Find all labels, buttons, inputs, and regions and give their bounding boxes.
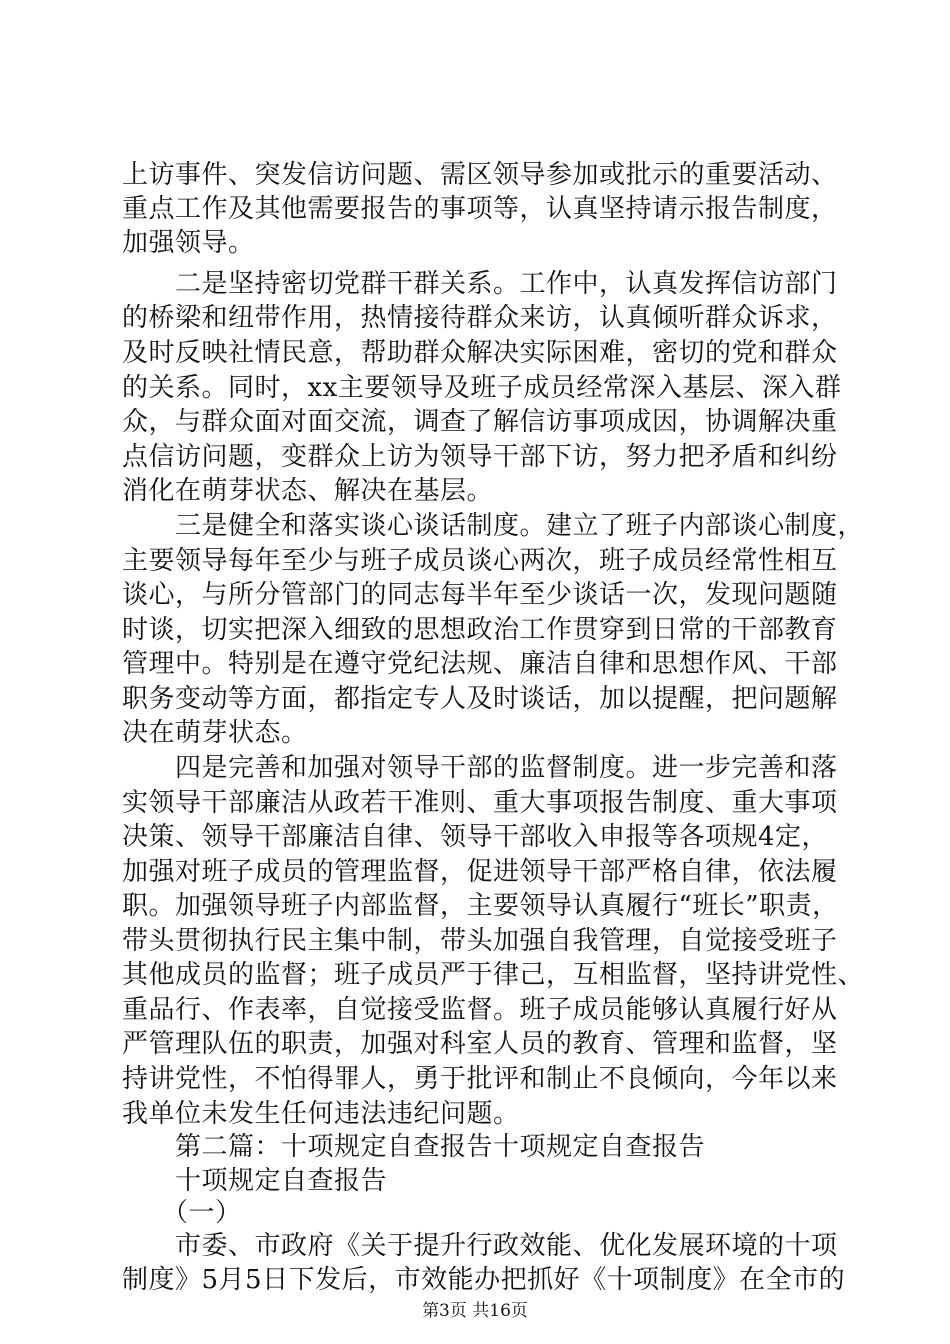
text-line: 消化在萌芽状态、解决在基层。 — [122, 476, 494, 506]
section-number: （一） — [122, 1198, 242, 1228]
section-subheading: 十项规定自查报告 — [122, 1166, 388, 1196]
text-line: 及时反映社情民意，帮助群众解决实际困难，密切的党和群众 — [122, 338, 838, 368]
text-line: 上访事件、突发信访问题、需区领导参加或批示的重要活动、 — [122, 160, 838, 190]
text-line: 三是健全和落实谈心谈话制度。建立了班子内部谈心制度， — [122, 511, 865, 541]
text-line: 决在萌芽状态。 — [122, 718, 308, 748]
text-line: 重点工作及其他需要报告的事项等，认真坚持请示报告制度， — [122, 194, 838, 224]
text-line: 带头贯彻执行民主集中制，带头加强自我管理，自觉接受班子 — [122, 926, 838, 956]
text-line: 四是完善和加强对领导干部的监督制度。进一步完善和落 — [122, 753, 838, 783]
text-line: 职。加强领导班子内部监督，主要领导认真履行“班长”职责， — [122, 891, 839, 921]
page-footer: 第3页 共16页 — [422, 1301, 528, 1321]
text-line: 制度》5月5日下发后，市效能办把抓好《十项制度》在全市的 — [122, 1265, 846, 1295]
text-line: 二是坚持密切党群干群关系。工作中，认真发挥信访部门 — [122, 269, 838, 299]
text-line: 的关系。同时，xx主要领导及班子成员经常深入基层、深入群 — [122, 373, 842, 403]
text-line: 职务变动等方面，都指定专人及时谈话，加以提醒，把问题解 — [122, 684, 838, 714]
text-line: 其他成员的监督；班子成员严于律己，互相监督，坚持讲党性、 — [122, 960, 865, 990]
text-line: 的桥梁和纽带作用，热情接待群众来访，认真倾听群众诉求， — [122, 303, 838, 333]
text-line: 主要领导每年至少与班子成员谈心两次，班子成员经常性相互 — [122, 546, 838, 576]
section-heading: 第二篇：十项规定自查报告十项规定自查报告 — [122, 1132, 706, 1162]
text-line: 点信访问题，变群众上访为领导干部下访，努力把矛盾和纠纷 — [122, 442, 838, 472]
text-line: 谈心，与所分管部门的同志每半年至少谈话一次，发现问题随 — [122, 580, 838, 610]
text-line: 加强对班子成员的管理监督，促进领导干部严格自律，依法履 — [122, 857, 838, 887]
text-line: 管理中。特别是在遵守党纪法规、廉洁自律和思想作风、干部 — [122, 649, 838, 679]
text-line: 市委、市政府《关于提升行政效能、优化发展环境的十项 — [122, 1231, 838, 1261]
text-line: 持讲党性，不怕得罪人，勇于批评和制止不良倾向，今年以来 — [122, 1064, 838, 1094]
text-line: 决策、领导干部廉洁自律、领导干部收入申报等各项规4定， — [122, 822, 829, 852]
text-line: 我单位未发生任何违法违纪问题。 — [122, 1099, 520, 1129]
text-line: 时谈，切实把深入细致的思想政治工作贯穿到日常的干部教育 — [122, 615, 838, 645]
text-line: 加强领导。 — [122, 228, 255, 258]
text-line: 众，与群众面对面交流，调查了解信访事项成因，协调解决重 — [122, 407, 838, 437]
text-line: 实领导干部廉洁从政若干准则、重大事项报告制度、重大事项 — [122, 788, 838, 818]
text-line: 重品行、作表率，自觉接受监督。班子成员能够认真履行好从 — [122, 995, 838, 1025]
text-line: 严管理队伍的职责，加强对科室人员的教育、管理和监督，坚 — [122, 1029, 838, 1059]
